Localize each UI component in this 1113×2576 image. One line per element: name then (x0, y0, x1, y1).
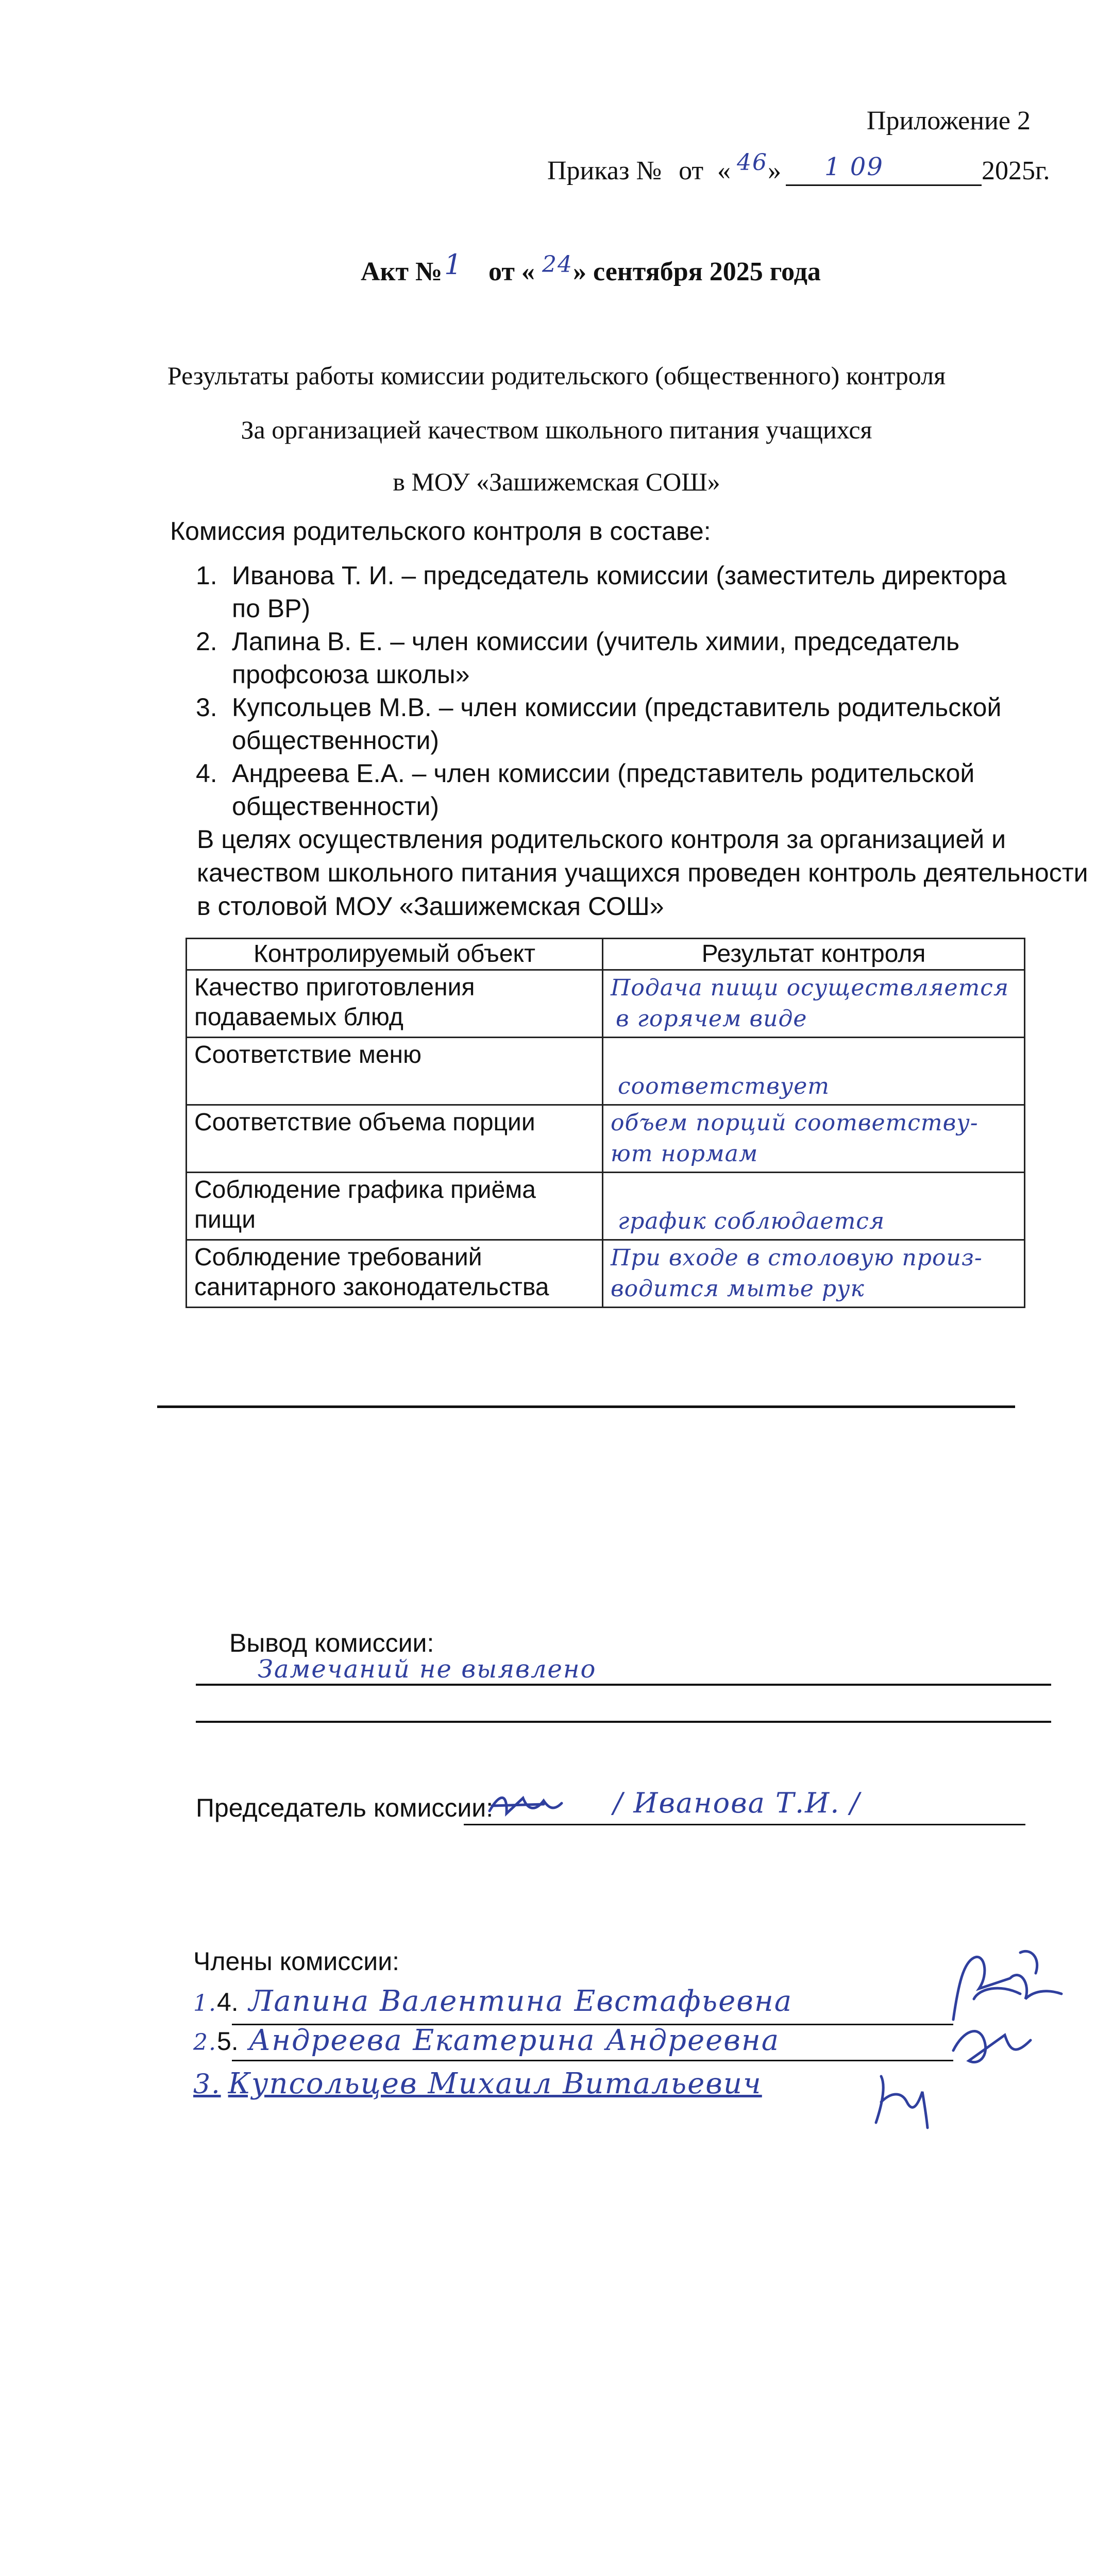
act-day-hw: 24 (542, 251, 573, 278)
cell-result: При входе в столовую произ- водится мытье рук (603, 1240, 1025, 1308)
order-quote-close: » (768, 156, 781, 185)
members-sign-label: Члены комиссии: (193, 1947, 400, 1976)
order-from: от (679, 156, 704, 185)
act-prefix: Акт № (361, 257, 443, 286)
composition-label: Комиссия родительского контроля в составе: (170, 517, 711, 546)
control-table (185, 938, 1025, 1308)
order-prefix: Приказ № (547, 156, 662, 185)
chairman-label: Председатель комиссии: (196, 1793, 494, 1822)
order-date-hw: 1 09 (824, 152, 884, 181)
member-underline-2 (232, 2060, 953, 2061)
cell-result: объем порций соответству- ют нормам (603, 1105, 1025, 1173)
order-line (547, 156, 703, 186)
purpose-line-1: В целях осуществления родительского контроля за организацией и (197, 825, 1006, 854)
appendix-label: Приложение 2 (866, 106, 1031, 135)
cell-object: Соблюдение требований санитарного законодательства (187, 1240, 603, 1308)
chairman-underline (464, 1824, 1025, 1825)
conclusion-label: Вывод комиссии: (229, 1629, 434, 1657)
members-list (196, 559, 1031, 823)
list-item: 4. Андреева Е.А. – член комиссии (представитель родительской общественности) (196, 759, 975, 821)
member-signature-3 (866, 2071, 938, 2133)
order-number-hw: 46 (737, 149, 768, 176)
cell-object: Соблюдение графика приёма пищи (187, 1173, 603, 1240)
table-row (187, 1240, 1025, 1308)
act-number-hw: 1 (444, 248, 463, 281)
conclusion-text-hw: Замечаний не выявлено (258, 1655, 597, 1684)
member-sign-line: 2.5. Андреева Екатерина Андреевна (193, 2024, 780, 2057)
list-item: 2. Лапина В. Е. – член комиссии (учитель химии, председатель профсоюза школы» (196, 627, 959, 689)
list-item: 3. Купсольцев М.В. – член комиссии (представитель родительской общественности) (196, 693, 1002, 755)
table-header-row (187, 939, 1025, 970)
cell-object: Соответствие меню (187, 1038, 603, 1105)
table-row (187, 1173, 1025, 1240)
purpose-line-3: в столовой МОУ «Зашижемская СОШ» (197, 892, 664, 921)
conclusion-underline-1 (196, 1684, 1051, 1686)
order-year: 2025г. (982, 156, 1050, 185)
cell-result: соответствует (603, 1038, 1025, 1105)
intro-line-1: Результаты работы комиссии родительского (общественного) контроля (167, 361, 946, 390)
purpose-line-2: качеством школьного питания учащихся проведен контроль деятельности (197, 858, 1088, 887)
header-result: Результат контроля (603, 939, 1025, 970)
cell-result: Подача пищи осуществляется в горячем виде (603, 970, 1025, 1038)
header-object: Контролируемый объект (187, 939, 603, 970)
intro-line-2: За организацией качеством школьного питания учащихся (241, 415, 872, 444)
act-from: от « (488, 257, 535, 286)
list-item: 1. Иванова Т. И. – председатель комиссии (заместитель директора по ВР) (196, 561, 1007, 623)
cell-result: график соблюдается (603, 1173, 1025, 1240)
table-row (187, 970, 1025, 1038)
member-sign-line: 3. Купсольцев Михаил Витальевич (193, 2067, 762, 2100)
order-quote-open: « (717, 156, 731, 185)
table-row (187, 1038, 1025, 1105)
table-row (187, 1105, 1025, 1173)
separator-line (157, 1405, 1015, 1408)
member-signature-2 (948, 2020, 1036, 2071)
chairman-signature (487, 1788, 564, 1824)
order-date-underline (786, 184, 982, 186)
intro-line-3: в МОУ «Зашижемская СОШ» (393, 467, 720, 496)
chairman-name-hw: / Иванова Т.И. / (613, 1787, 861, 1819)
cell-object: Соответствие объема порции (187, 1105, 603, 1173)
member-sign-line: 1.4. Лапина Валентина Евстафьевна (193, 1985, 793, 2018)
act-date-rest: » сентября 2025 года (573, 257, 821, 286)
cell-object: Качество приготовления подаваемых блюд (187, 970, 603, 1038)
conclusion-underline-2 (196, 1721, 1051, 1723)
